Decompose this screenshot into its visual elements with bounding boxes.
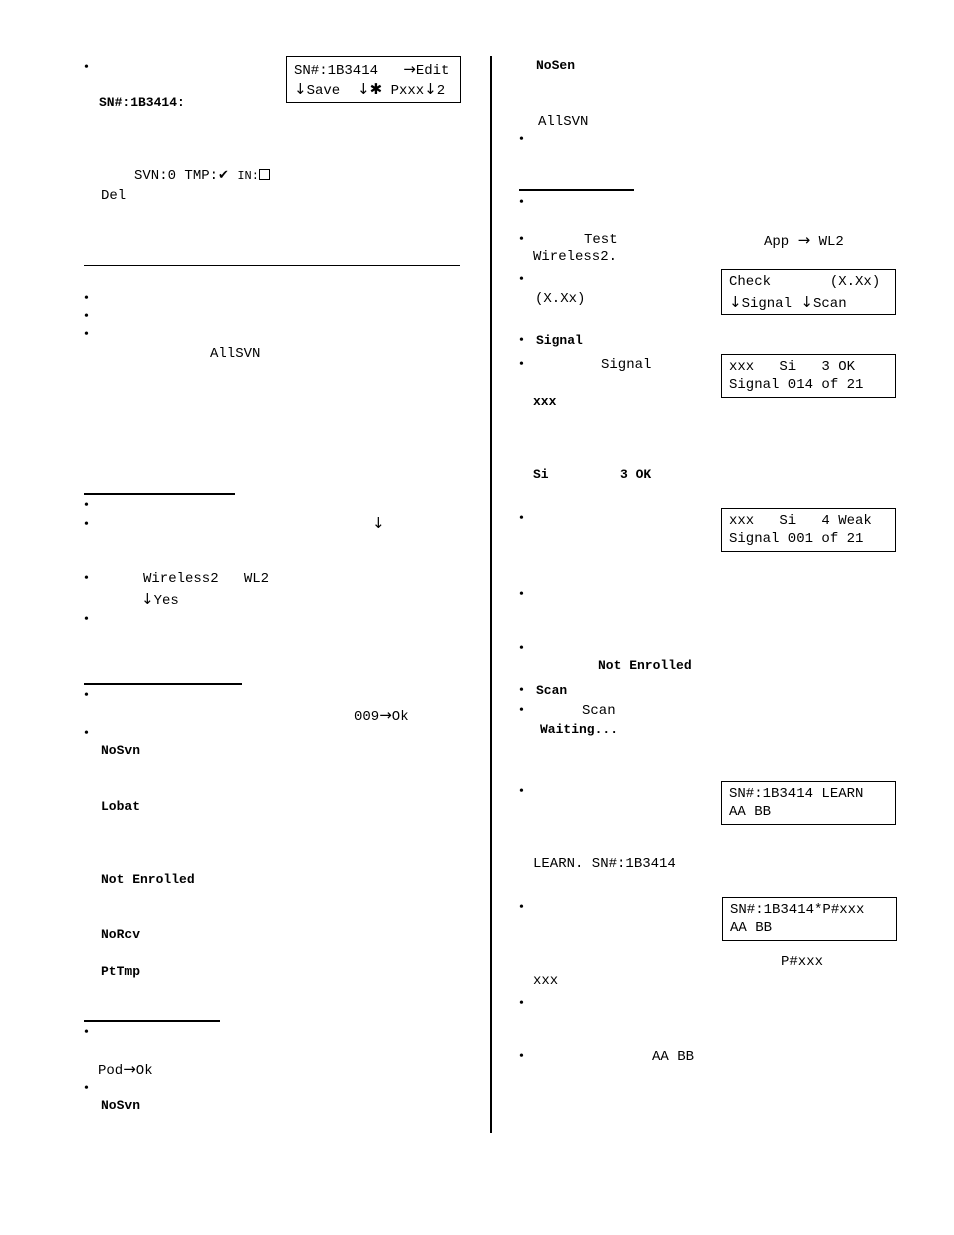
bullet: • <box>519 357 524 372</box>
pxxx-text: P#xxx <box>781 954 824 970</box>
display-check: Check <box>729 274 772 290</box>
display-pxxx: Pxxx <box>390 83 425 99</box>
bullet: • <box>84 1081 89 1096</box>
lcd-display-check <box>721 269 896 315</box>
wireless-line <box>143 571 269 587</box>
bullet: • <box>519 641 524 656</box>
lcd-display-sn-edit <box>286 56 461 103</box>
nosvn-text: NoSvn <box>101 743 141 758</box>
ok-text: Ok <box>391 709 409 725</box>
signal-heading: Signal <box>536 333 583 348</box>
heading-underline <box>519 189 634 191</box>
yes-line <box>141 591 179 609</box>
wl2-text: WL2 <box>818 234 844 250</box>
bullet: • <box>519 587 524 602</box>
display-row-2: Signal 001 of 21 <box>729 531 864 547</box>
code-009: 009 <box>354 709 380 725</box>
scan-text: Scan <box>582 703 616 719</box>
not-enrolled-text: Not Enrolled <box>101 872 195 887</box>
ok-009-line <box>354 707 409 725</box>
right-arrow-icon: → <box>403 60 416 78</box>
bullet: • <box>84 612 89 627</box>
bullet: • <box>84 688 89 703</box>
bullet: • <box>519 1049 524 1064</box>
bullet: • <box>84 291 89 306</box>
not-enrolled-text: Not Enrolled <box>598 658 692 673</box>
down-arrow-icon: ↓ <box>141 590 154 608</box>
asterisk-icon: ✱ <box>369 80 383 98</box>
allsvn-text: AllSVN <box>538 114 589 130</box>
3-ok-text: 3 OK <box>620 467 652 482</box>
bullet: • <box>519 511 524 526</box>
app-text: App <box>764 234 790 250</box>
right-arrow-icon: → <box>379 706 392 724</box>
heading-underline <box>84 1020 220 1022</box>
display-row-1: xxx Si 3 OK <box>729 359 856 375</box>
display-signal: Signal <box>741 296 792 312</box>
display-save: Save <box>306 83 341 99</box>
display-scan: Scan <box>812 296 847 312</box>
si-text: Si <box>533 467 549 482</box>
empty-box-icon <box>259 169 270 180</box>
bullet: • <box>519 333 524 348</box>
svn-status-line <box>134 168 270 184</box>
del-text: Del <box>101 188 127 204</box>
display-row-2: Signal 014 of 21 <box>729 377 864 393</box>
section-divider <box>84 265 460 266</box>
right-arrow-icon: → <box>123 1060 136 1078</box>
bullet: • <box>519 195 524 210</box>
yes-text: Yes <box>153 593 179 609</box>
bullet: • <box>519 132 524 147</box>
pod-text: Pod <box>98 1063 124 1079</box>
column-divider <box>490 56 492 1133</box>
display-row-1: xxx Si 4 Weak <box>729 513 872 529</box>
display-edit: Edit <box>415 63 450 79</box>
display-row-1: SN#:1B3414 LEARN <box>729 786 864 802</box>
bullet: • <box>84 1025 89 1040</box>
wireless2-text: Wireless2. <box>533 249 618 265</box>
right-arrow-icon: → <box>797 231 811 249</box>
down-arrow-icon: ↓ <box>800 293 813 311</box>
bullet: • <box>519 703 524 718</box>
ok-text: Ok <box>135 1063 153 1079</box>
version-text: (X.Xx) <box>535 291 586 307</box>
in-text: IN: <box>237 169 259 183</box>
tmp-text: TMP: <box>184 168 219 184</box>
display-2: 2 <box>436 83 446 99</box>
down-arrow-icon: ↓ <box>729 293 742 311</box>
sn-label: SN#:1B3414: <box>99 95 185 110</box>
scan-heading: Scan <box>536 683 568 698</box>
down-arrow-icon: ↓ <box>294 80 307 98</box>
learn-line: LEARN. SN#:1B3414 <box>533 856 676 872</box>
display-row-2: AA BB <box>729 804 772 820</box>
lobat-text: Lobat <box>101 799 141 814</box>
app-wl2-line <box>764 232 844 250</box>
nosvn-text-2: NoSvn <box>101 1098 141 1113</box>
bullet: • <box>519 683 524 698</box>
signal-text: Signal <box>601 357 652 373</box>
lcd-display-signal-weak <box>721 508 896 552</box>
heading-underline <box>84 683 242 685</box>
display-row-1: SN#:1B3414*P#xxx <box>730 902 865 918</box>
down-arrow-icon: ↓ <box>357 80 370 98</box>
test-text: Test <box>584 232 618 248</box>
lcd-display-pxxx <box>722 897 897 941</box>
nosen-text: NoSen <box>536 58 576 73</box>
bullet: • <box>84 726 89 741</box>
down-arrow-icon: ↓ <box>372 514 385 532</box>
bullet: • <box>84 517 89 532</box>
display-version: (X.Xx) <box>829 274 881 290</box>
bullet: • <box>84 60 89 75</box>
waiting-text: Waiting... <box>540 722 619 737</box>
display-row-2: AA BB <box>730 920 773 936</box>
bullet: • <box>84 309 89 324</box>
aabb-text: AA BB <box>652 1049 695 1065</box>
lcd-display-signal-ok <box>721 354 896 398</box>
bullet: • <box>519 900 524 915</box>
pod-ok-line <box>98 1061 153 1079</box>
bullet: • <box>519 784 524 799</box>
display-sn: SN#:1B3414 <box>294 63 379 79</box>
svn-text: SVN:0 <box>134 168 177 184</box>
bullet: • <box>519 272 524 287</box>
down-arrow-icon: ↓ <box>424 80 437 98</box>
pttmp-text: PtTmp <box>101 964 141 979</box>
allsvn-text: AllSVN <box>210 346 261 362</box>
wireless2-text: Wireless2 <box>143 571 219 587</box>
lcd-display-learn <box>721 781 896 825</box>
bullet: • <box>84 498 89 513</box>
checkmark-icon: ✔ <box>218 168 229 183</box>
xxx-text: xxx <box>533 394 557 409</box>
bullet: • <box>519 232 524 247</box>
bullet: • <box>519 996 524 1011</box>
bullet: • <box>84 327 89 342</box>
wl2-text: WL2 <box>243 571 270 587</box>
norcv-text: NoRcv <box>101 927 141 942</box>
heading-underline <box>84 493 235 495</box>
bullet: • <box>84 571 89 586</box>
xxx-text-2: xxx <box>533 973 559 989</box>
